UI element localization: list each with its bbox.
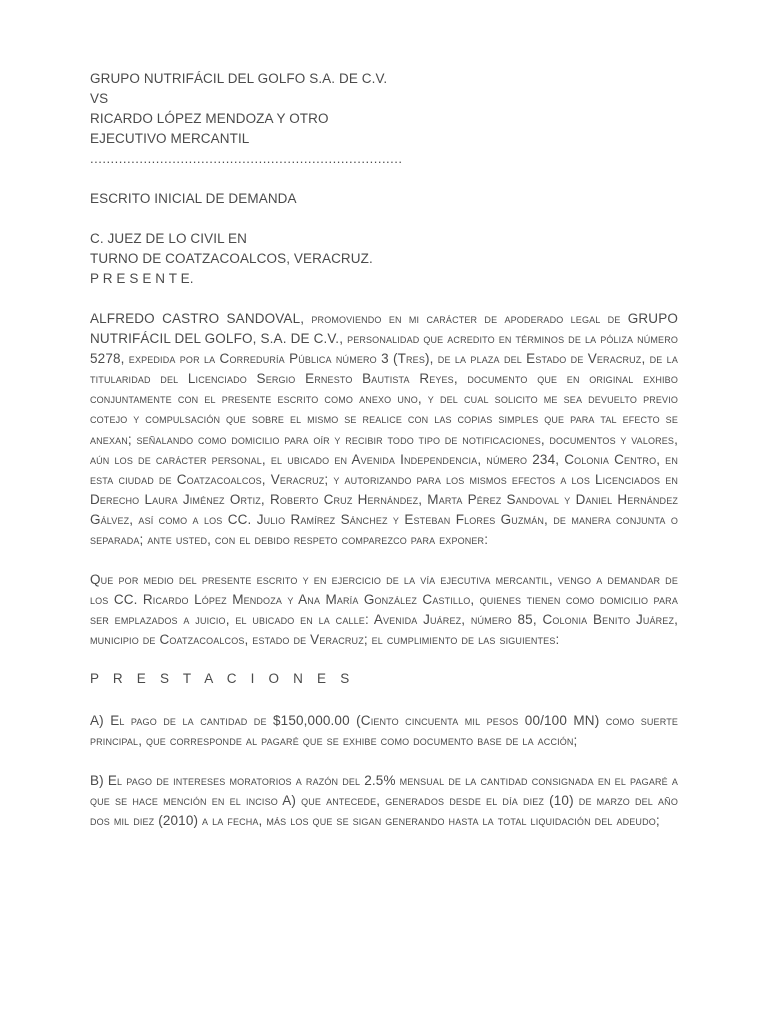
caption-type: EJECUTIVO MERCANTIL (90, 131, 250, 146)
intro-paragraph: ALFREDO CASTRO SANDOVAL, promoviendo en mi carácter de apoderado legal de GRUPO NUTRIFÁCIL DEL GOLFO, S.A. DE C.V., personalidad que acredito en términos de la póliza número 5278, expedida por la Correduría Pública número 3 (Tres), de la plaza del Estado de Veracruz, de la titularidad del Licenciado Sergio Ernesto Bautista Reyes, documento que en original exhibo conjuntamente con el presente escrito como anexo uno, y del cual solicito me sea devuelto previo cotejo y compulsación que sobre el mismo se realice con las copias simples que para tal efecto se anexan; señalando como domicilio para oír y recibir todo tipo de notificaciones, documentos y valores, aún los de carácter personal, el ubicado en Avenida Independencia, número 234, Colonia Centro, en esta ciudad de Coatzacoalcos, Veracruz; y autorizando para los mismos efectos a los Licenciados en Derecho Laura Jiménez Ortiz, Roberto Cruz Hernández, Marta Pérez Sandoval y Daniel Hernández Gálvez, así como a los CC. Julio Ramírez Sánchez y Esteban Flores Guzmán, de manera conjunta o separada; ante usted, con el debido respeto comparezco para exponer: (90, 311, 678, 548)
caption-vs: VS (90, 91, 109, 106)
document-page (90, 69, 678, 831)
caption-party2: RICARDO LÓPEZ MENDOZA Y OTRO (90, 111, 329, 126)
addressee-line2: TURNO DE COATZACOALCOS, VERACRUZ. (90, 251, 373, 266)
caption-separator: ............................................................................ (90, 151, 403, 166)
prestacion-b: B) El pago de intereses moratorios a razón del 2.5% mensual de la cantidad consignada en el pagaré a que se hace mención en el inciso A) que antecede, generados desde el día diez (10) de marzo del año dos mil diez (2010) a la fecha, más los que se sigan generando hasta la total liquidación del adeudo; (90, 772, 678, 828)
caption-party1: GRUPO NUTRIFÁCIL DEL GOLFO S.A. DE C.V. (90, 71, 388, 86)
addressee-line3: P R E S E N T E. (90, 271, 194, 286)
prestaciones-heading: P R E S T A C I O N E S (90, 670, 355, 686)
document-title: ESCRITO INICIAL DE DEMANDA (90, 191, 297, 206)
addressee-line1: C. JUEZ DE LO CIVIL EN (90, 231, 247, 246)
claim-paragraph: Que por medio del presente escrito y en ejercicio de la vía ejecutiva mercantil, vengo a demandar de los CC. Ricardo López Mendoza y Ana María González Castillo, quienes tienen como domicilio para ser emplazados a juicio, el ubicado en la calle: Avenida Juárez, número 85, Colonia Benito Juárez, municipio de Coatzacoalcos, estado de Veracruz; el cumplimiento de las siguientes: (90, 572, 678, 648)
prestacion-a: A) El pago de la cantidad de $150,000.00 (Ciento cincuenta mil pesos 00/100 MN) como suerte principal, que corresponde al pagaré que se exhibe como documento base de la acción; (90, 712, 678, 748)
